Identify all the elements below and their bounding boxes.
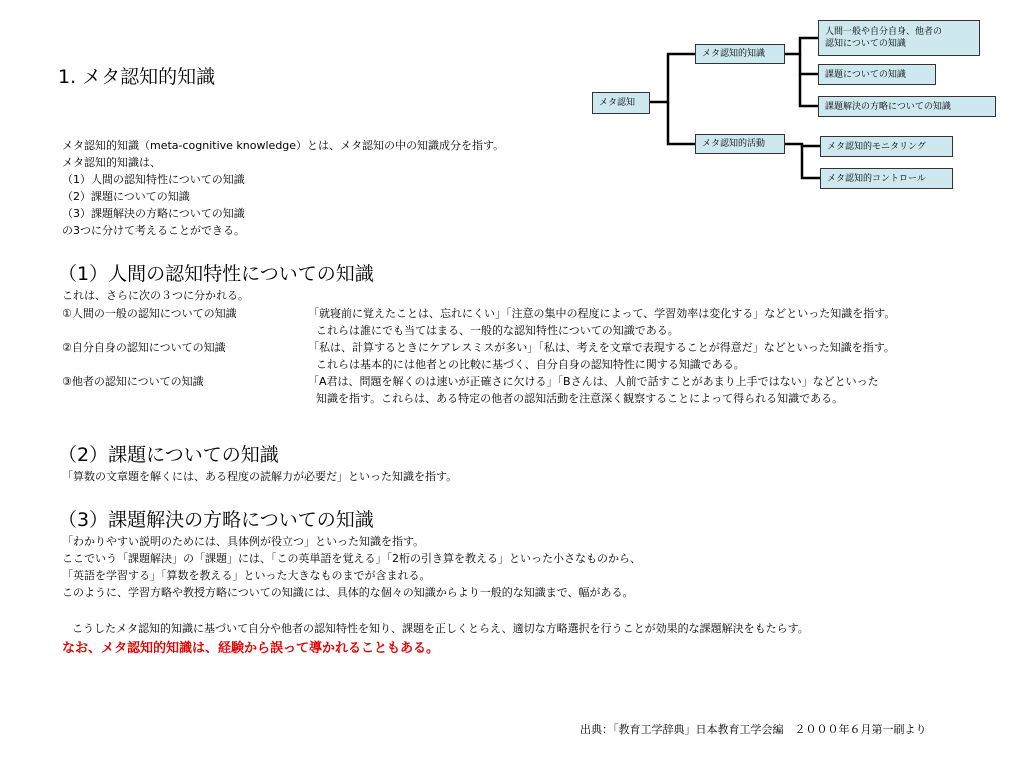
section3-line: このように、学習方略や教授方略についての知識には、具体的な個々の知識からより一般的な知識まで、幅がある。: [62, 586, 634, 599]
diagram-box-root: [592, 92, 650, 114]
section1-item-desc: 「就寝前に覚えたことは、忘れにくい」「注意の集中の程度によって、学習効率は変化する」などといった知識を指す。: [308, 307, 896, 320]
source-citation: 出典：「教育工学辞典」日本教育工学会編 ２０００年６月第一刷より: [580, 723, 927, 736]
section1-item-desc: 知識を指す。これらは、ある特定の他者の認知活動を注意深く観察することによって得られる知識である。: [316, 392, 844, 405]
section1-item-label: ③他者の認知についての知識: [62, 375, 204, 388]
section1-heading: （1）人間の認知特性についての知識: [58, 263, 374, 285]
intro-line: メタ認知的知識は、: [62, 156, 161, 169]
diagram-knowledge-child-label: 課題解決の方略についての知識: [825, 101, 951, 112]
diagram-box-activity: [695, 134, 785, 154]
diagram-box-activity-child-1: [820, 136, 953, 157]
intro-line: （1）人間の認知特性についての知識: [62, 173, 245, 186]
diagram-box-knowledge-child-1: [818, 20, 980, 56]
intro-text: [62, 137, 504, 239]
intro-line: （3）課題解決の方略についての知識: [62, 207, 245, 220]
intro-line: の3つに分けて考えることができる。: [62, 224, 245, 237]
section1-item-desc: これらは基本的には他者との比較に基づく、自分自身の認知特性に関する知識である。: [316, 358, 745, 371]
diagram-activity-child-label: メタ認知的モニタリング: [827, 141, 926, 152]
diagram-knowledge-label: メタ認知的知識: [702, 49, 766, 59]
conclusion-text: こうしたメタ認知的知識に基づいて自分や他者の認知特性を知り、課題を正しくとらえ、適切な方略選択を行うことが効果的な課題解決をもたらす。: [72, 622, 809, 635]
diagram-box-knowledge: [695, 44, 785, 64]
section3-line: 「わかりやすい説明のためには、具体例が役立つ」といった知識を指す。: [62, 535, 425, 548]
section2-heading: （2）課題についての知識: [58, 444, 279, 466]
diagram-activity-child-label: メタ認知的コントロール: [827, 173, 926, 184]
section3-line: 「英語を学習する」「算数を教える」といった大きなものまでが含まれる。: [62, 569, 431, 582]
section1-item-label: ①人間の一般の認知についての知識: [62, 307, 237, 320]
section1-item-desc: これらは誰にでも当てはまる、一般的な認知特性についての知識である。: [316, 324, 679, 337]
section2-text: 「算数の文章題を解くには、ある程度の読解力が必要だ」といった知識を指す。: [62, 470, 458, 483]
diagram-knowledge-child-label: 課題についての知識: [825, 69, 906, 80]
diagram-box-knowledge-child-3: [818, 96, 996, 117]
section1-item-desc: 「A君は、問題を解くのは速いが正確さに欠ける」「Bさんは、人前で話すことがあまり上手ではない」などといった: [308, 375, 879, 388]
diagram-box-activity-child-2: [820, 168, 953, 189]
intro-line: （2）課題についての知識: [62, 190, 190, 203]
section1-item-label: ②自分自身の認知についての知識: [62, 341, 226, 354]
diagram-knowledge-child-label: 人間一般や自分自身、他者の 認知についての知識: [825, 27, 943, 49]
page-title: 1. メタ認知的知識: [58, 66, 216, 88]
section1-item-desc: 「私は、計算するときにケアレスミスが多い」「私は、考えを文章で表現することが得意だ」などといった知識を指す。: [308, 341, 895, 354]
intro-line: メタ認知的知識（meta-cognitive knowledge）とは、メタ認知の中の知識成分を指す。: [62, 139, 505, 152]
section1-lead: これは、さらに次の３つに分かれる。: [62, 289, 249, 302]
warning-note: なお、メタ認知的知識は、経験から誤って導かれることもある。: [62, 641, 440, 656]
diagram-box-knowledge-child-2: [818, 64, 936, 85]
section3-text: [62, 533, 641, 601]
diagram-root-label: メタ認知: [599, 98, 636, 108]
section3-line: ここでいう「課題解決」の「課題」には、「この英単語を覚える」「2桁の引き算を教える」といった小さなものから、: [62, 552, 641, 565]
section3-heading: （3）課題解決の方略についての知識: [58, 509, 374, 531]
diagram-activity-label: メタ認知的活動: [702, 139, 766, 149]
